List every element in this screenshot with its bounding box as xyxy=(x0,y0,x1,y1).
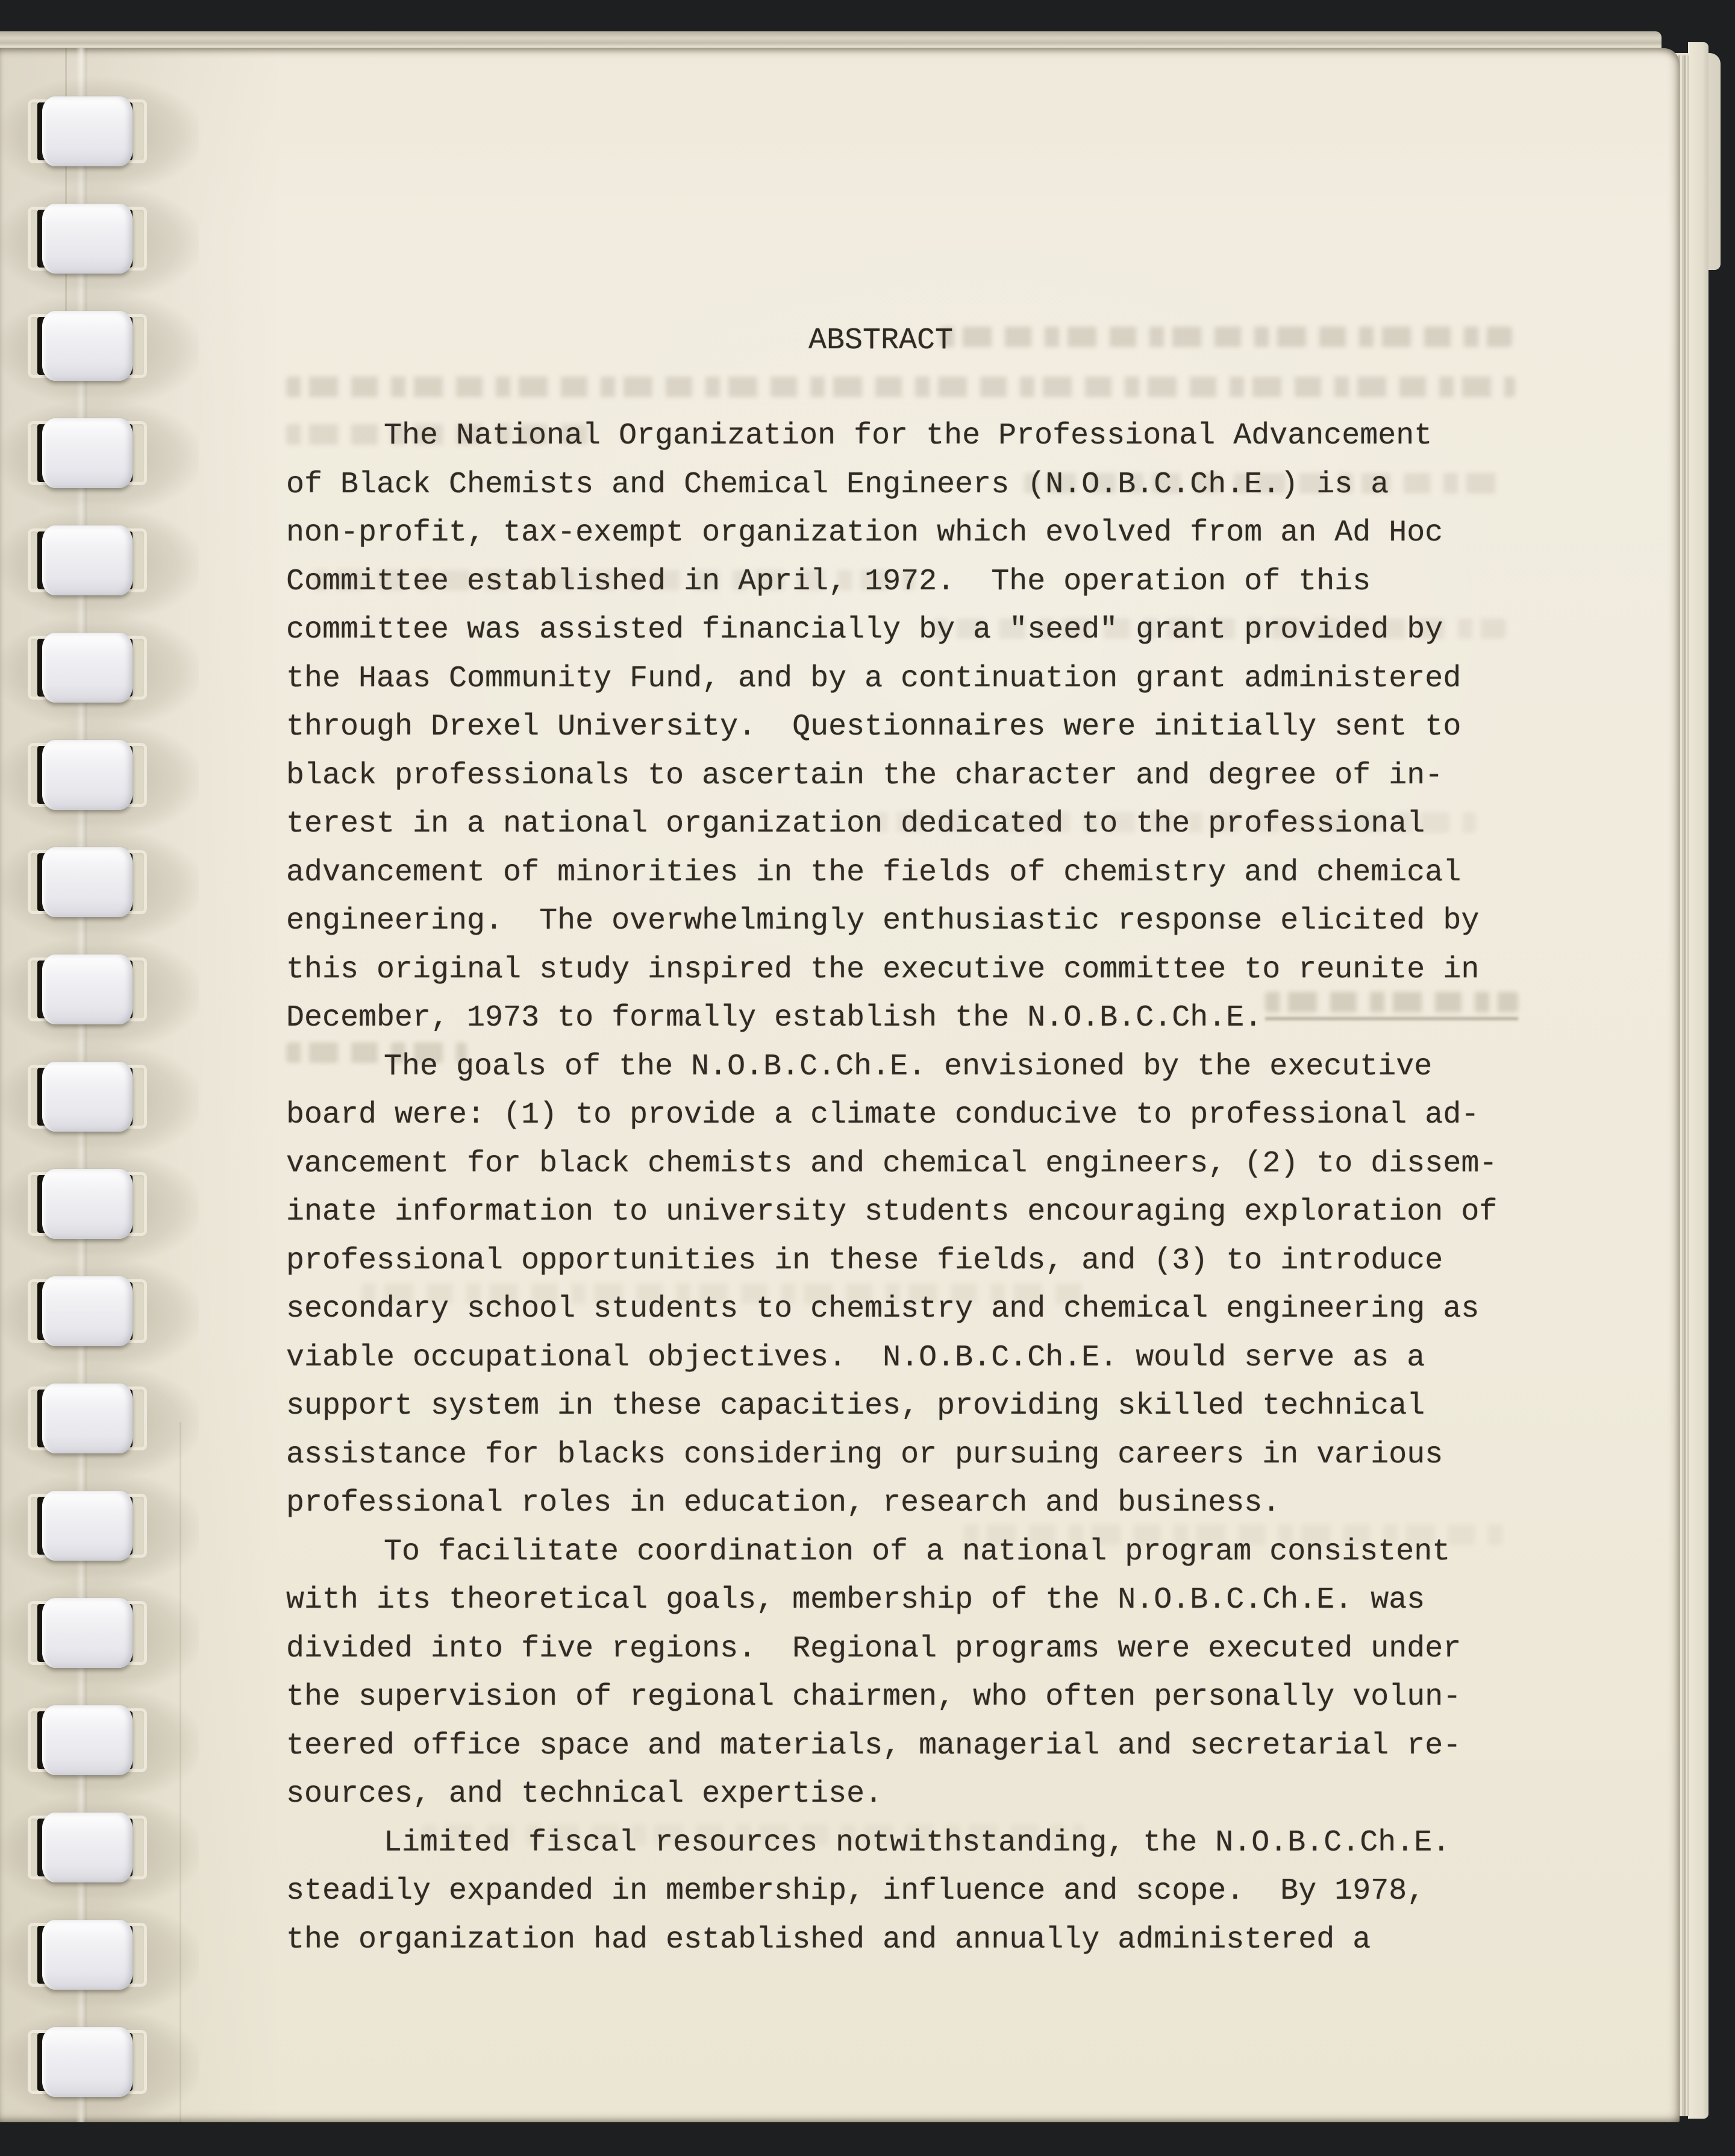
text-line: vancement for black chemists and chemical engineers, (2) to dissem- xyxy=(286,1146,1498,1181)
comb-tooth xyxy=(42,1062,133,1132)
text-line: non-profit, tax-exempt organization which evolved from an Ad Hoc xyxy=(286,516,1443,550)
text-line: with its theoretical goals, membership of the N.O.B.C.Ch.E. was xyxy=(286,1583,1425,1617)
text-line: viable occupational objectives. N.O.B.C.Ch.E. would serve as a xyxy=(286,1340,1425,1375)
binding-comb xyxy=(0,1998,199,2122)
text-line: committee was assisted financially by a "seed" grant provided by xyxy=(286,613,1443,647)
comb-tooth xyxy=(42,204,133,274)
text-line: divided into five regions. Regional programs were executed under xyxy=(286,1631,1461,1666)
page-stack-right-edge xyxy=(1678,55,1689,2116)
text-line: engineering. The overwhelmingly enthusiastic response elicited by xyxy=(286,904,1480,938)
document-page xyxy=(0,48,1680,2122)
text-line: Committee established in April, 1972. The operation of this xyxy=(286,564,1371,599)
comb-tooth xyxy=(42,311,133,381)
comb-tooth xyxy=(42,633,133,703)
text-line: advancement of minorities in the fields of chemistry and chemical xyxy=(286,855,1461,890)
abstract-body xyxy=(286,412,1545,1964)
comb-tooth xyxy=(42,1920,133,1990)
text-line: professional opportunities in these fields, and (3) to introduce xyxy=(286,1243,1443,1278)
comb-tooth xyxy=(42,2027,133,2097)
bleed-through-smudge xyxy=(286,377,1515,397)
text-line: the supervision of regional chairmen, who often personally volun- xyxy=(286,1680,1461,1714)
text-line: this original study inspired the executive committee to reunite in xyxy=(286,952,1480,987)
text-line: through Drexel University. Questionnaires were initially sent to xyxy=(286,710,1461,744)
text-line: inate information to university students encouraging exploration of xyxy=(286,1195,1498,1229)
comb-tooth xyxy=(42,954,133,1024)
text-line: board were: (1) to provide a climate conducive to professional ad- xyxy=(286,1098,1480,1132)
comb-tooth xyxy=(42,96,133,166)
text-line: professional roles in education, research and business. xyxy=(286,1486,1281,1520)
comb-tooth xyxy=(42,847,133,917)
text-line: teered office space and materials, managerial and secretarial re- xyxy=(286,1728,1461,1763)
comb-tooth xyxy=(42,1813,133,1882)
comb-tooth xyxy=(42,1598,133,1668)
text-line: The National Organization for the Professional Advancement xyxy=(384,419,1433,453)
text-line: Limited fiscal resources notwithstanding, the N.O.B.C.Ch.E. xyxy=(384,1825,1451,1860)
text-line: steadily expanded in membership, influence and scope. By 1978, xyxy=(286,1874,1425,1908)
comb-tooth xyxy=(42,740,133,810)
text-line: The goals of the N.O.B.C.Ch.E. envisioned by the executive xyxy=(384,1049,1433,1084)
text-line: support system in these capacities, providing skilled technical xyxy=(286,1389,1425,1423)
comb-tooth xyxy=(42,1705,133,1775)
page-title: ABSTRACT xyxy=(808,324,954,358)
text-line: December, 1973 to formally establish the N.O.B.C.Ch.E. xyxy=(286,1001,1263,1035)
text-line: black professionals to ascertain the character and degree of in- xyxy=(286,758,1443,793)
comb-tooth xyxy=(42,525,133,595)
comb-tooth xyxy=(42,1491,133,1561)
text-line: the Haas Community Fund, and by a continuation grant administered xyxy=(286,661,1461,696)
comb-tooth xyxy=(42,418,133,488)
text-line: the organization had established and annually administered a xyxy=(286,1922,1371,1957)
text-line: sources, and technical expertise. xyxy=(286,1777,883,1811)
text-line: assistance for blacks considering or pursuing careers in various xyxy=(286,1437,1443,1472)
text-line: secondary school students to chemistry and chemical engineering as xyxy=(286,1292,1480,1326)
comb-tooth xyxy=(42,1384,133,1453)
page-stack-right-sheet xyxy=(1688,42,1708,2119)
text-line: To facilitate coordination of a national program consistent xyxy=(384,1534,1451,1569)
comb-tooth xyxy=(42,1169,133,1239)
text-line: of Black Chemists and Chemical Engineers (N.O.B.C.Ch.E.) is a xyxy=(286,467,1389,502)
comb-tooth xyxy=(42,1276,133,1346)
text-line: terest in a national organization dedicated to the professional xyxy=(286,807,1425,841)
